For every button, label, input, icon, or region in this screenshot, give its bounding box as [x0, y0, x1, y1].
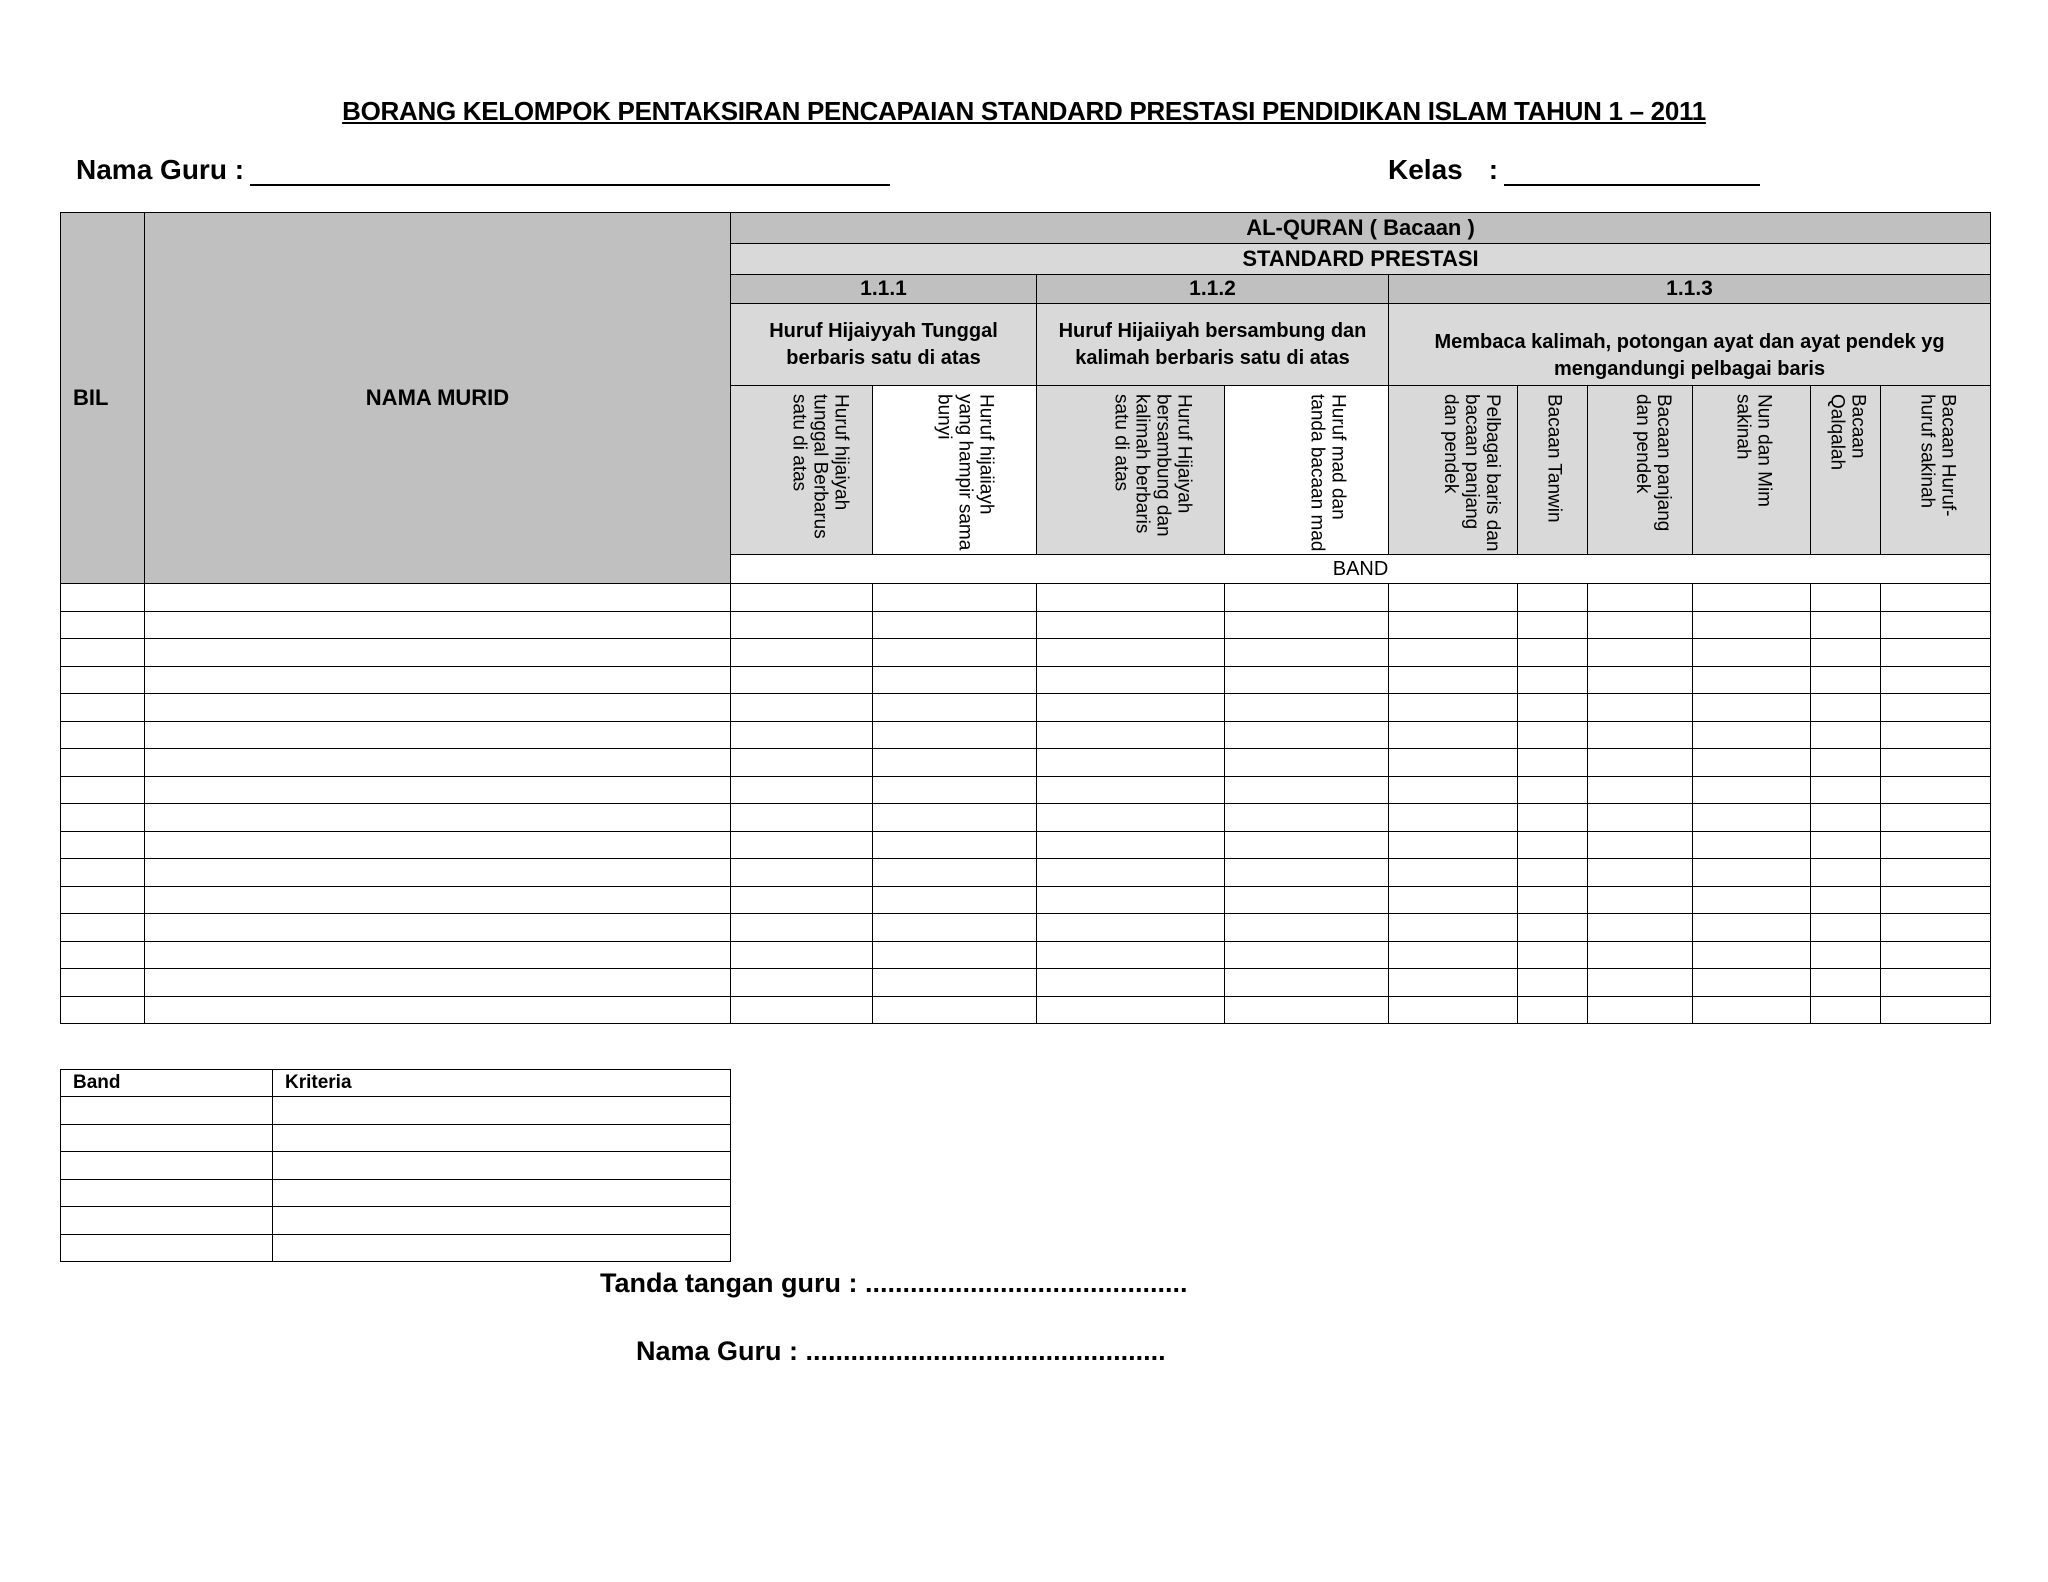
entry-cell[interactable]: [1037, 831, 1225, 859]
entry-cell[interactable]: [1225, 941, 1389, 969]
entry-cell[interactable]: [1518, 584, 1588, 612]
entry-cell[interactable]: [1037, 886, 1225, 914]
entry-cell[interactable]: [145, 886, 731, 914]
entry-cell[interactable]: [731, 831, 873, 859]
entry-cell[interactable]: [1225, 611, 1389, 639]
entry-cell[interactable]: [1225, 584, 1389, 612]
entry-cell[interactable]: [1881, 749, 1991, 777]
entry-cell[interactable]: [61, 776, 145, 804]
entry-cell[interactable]: [731, 996, 873, 1024]
entry-cell[interactable]: [731, 886, 873, 914]
entry-cell[interactable]: [1037, 611, 1225, 639]
entry-cell[interactable]: [731, 721, 873, 749]
entry-cell[interactable]: [1693, 694, 1811, 722]
entry-cell[interactable]: [1693, 804, 1811, 832]
subcol-2: [1037, 386, 1225, 555]
entry-cell[interactable]: [61, 831, 145, 859]
subcol-label: Pelbagai baris dan bacaan panjang dan pendek: [1440, 394, 1503, 552]
band-entry-cell[interactable]: [273, 1097, 731, 1125]
entry-cell[interactable]: [1518, 776, 1588, 804]
entry-cell[interactable]: [1389, 584, 1518, 612]
entry-cell[interactable]: [1693, 721, 1811, 749]
subcol-9: [1881, 386, 1991, 555]
entry-cell[interactable]: [731, 584, 873, 612]
entry-cell[interactable]: [731, 859, 873, 887]
entry-cell[interactable]: [1811, 584, 1881, 612]
entry-cell[interactable]: [1881, 914, 1991, 942]
entry-cell[interactable]: [145, 996, 731, 1024]
entry-cell[interactable]: [145, 694, 731, 722]
entry-cell[interactable]: [1389, 831, 1518, 859]
entry-cell[interactable]: [731, 941, 873, 969]
entry-cell[interactable]: [1811, 969, 1881, 997]
entry-cell[interactable]: [145, 666, 731, 694]
entry-cell[interactable]: [1518, 941, 1588, 969]
entry-cell[interactable]: [1518, 639, 1588, 667]
entry-cell[interactable]: [1881, 721, 1991, 749]
entry-cell[interactable]: [1389, 969, 1518, 997]
entry-cell[interactable]: [1693, 886, 1811, 914]
entry-cell[interactable]: [61, 666, 145, 694]
entry-cell[interactable]: [1693, 914, 1811, 942]
entry-cell[interactable]: [1811, 831, 1881, 859]
entry-cell[interactable]: [1037, 721, 1225, 749]
table-row: [61, 831, 1991, 859]
entry-cell[interactable]: [731, 914, 873, 942]
entry-cell[interactable]: [1518, 804, 1588, 832]
kriteria-header: Kriteria: [273, 1070, 731, 1097]
entry-cell[interactable]: [1518, 749, 1588, 777]
nama-guru-label: Nama Guru :: [76, 154, 245, 185]
entry-cell[interactable]: [1588, 804, 1693, 832]
entry-cell[interactable]: [61, 859, 145, 887]
entry-cell[interactable]: [1811, 859, 1881, 887]
entry-cell[interactable]: [1811, 694, 1881, 722]
group-code-1-1-2: 1.1.2: [1037, 275, 1389, 304]
entry-cell[interactable]: [731, 969, 873, 997]
band-entry-cell[interactable]: [61, 1152, 273, 1180]
subcol-label: Huruf hijaiyah tunggal Berbarus satu di atas: [788, 394, 852, 539]
entry-cell[interactable]: [61, 694, 145, 722]
entry-cell[interactable]: [1225, 721, 1389, 749]
entry-cell[interactable]: [1588, 611, 1693, 639]
entry-cell[interactable]: [61, 584, 145, 612]
entry-cell[interactable]: [1389, 611, 1518, 639]
entry-cell[interactable]: [1037, 941, 1225, 969]
entry-cell[interactable]: [1693, 831, 1811, 859]
entry-cell[interactable]: [1037, 694, 1225, 722]
entry-cell[interactable]: [1518, 666, 1588, 694]
subcol-5: [1518, 386, 1588, 555]
subcol-3: [1225, 386, 1389, 555]
entry-cell[interactable]: [1811, 721, 1881, 749]
entry-cell[interactable]: [61, 749, 145, 777]
entry-cell[interactable]: [1037, 804, 1225, 832]
entry-cell[interactable]: [1693, 969, 1811, 997]
entry-cell[interactable]: [1881, 639, 1991, 667]
entry-cell[interactable]: [873, 749, 1037, 777]
entry-cell[interactable]: [1588, 969, 1693, 997]
band-entry-cell[interactable]: [273, 1152, 731, 1180]
entry-cell[interactable]: [1881, 666, 1991, 694]
entry-cell[interactable]: [1225, 969, 1389, 997]
entry-cell[interactable]: [731, 666, 873, 694]
standard-header: STANDARD PRESTASI: [731, 244, 1991, 275]
entry-cell[interactable]: [145, 914, 731, 942]
entry-cell[interactable]: [1037, 584, 1225, 612]
band-entry-cell[interactable]: [61, 1124, 273, 1152]
entry-cell[interactable]: [1881, 831, 1991, 859]
entry-cell[interactable]: [1811, 776, 1881, 804]
entry-cell[interactable]: [145, 969, 731, 997]
nama-guru-field: [76, 154, 890, 186]
entry-cell[interactable]: [1811, 804, 1881, 832]
entry-cell[interactable]: [61, 996, 145, 1024]
table-row: [61, 584, 1991, 612]
table-row: [61, 941, 1991, 969]
subcol-label: Huruf Hijaiyah bersambung dan kalimah berbaris satu di atas: [1110, 394, 1195, 537]
table-row: [61, 721, 1991, 749]
entry-cell[interactable]: [145, 941, 731, 969]
entry-cell[interactable]: [1389, 914, 1518, 942]
entry-cell[interactable]: [145, 584, 731, 612]
entry-cell[interactable]: [1225, 914, 1389, 942]
entry-cell[interactable]: [873, 639, 1037, 667]
entry-cell[interactable]: [1881, 996, 1991, 1024]
entry-cell[interactable]: [731, 611, 873, 639]
entry-cell[interactable]: [1693, 941, 1811, 969]
entry-cell[interactable]: [145, 611, 731, 639]
entry-cell[interactable]: [1693, 666, 1811, 694]
assessment-table: [60, 212, 1991, 1024]
entry-cell[interactable]: [1225, 749, 1389, 777]
signature-line: Tanda tangan guru : ...........................................: [600, 1268, 1188, 1298]
band-rows: [61, 1097, 731, 1262]
entry-cell[interactable]: [1389, 776, 1518, 804]
group-desc-1-1-2: Huruf Hijaiiyah bersambung dan kalimah berbaris satu di atas: [1037, 304, 1389, 386]
entry-cell[interactable]: [1037, 914, 1225, 942]
entry-cell[interactable]: [145, 749, 731, 777]
entry-cell[interactable]: [1881, 859, 1991, 887]
entry-cell[interactable]: [1588, 666, 1693, 694]
entry-cell[interactable]: [1225, 886, 1389, 914]
entry-cell[interactable]: [1518, 969, 1588, 997]
entry-cell[interactable]: [1881, 694, 1991, 722]
band-row: [61, 1124, 731, 1152]
form-title: BORANG KELOMPOK PENTAKSIRAN PENCAPAIAN STANDARD PRESTASI PENDIDIKAN ISLAM TAHUN 1 – 2011: [342, 96, 1706, 126]
entry-cell[interactable]: [873, 666, 1037, 694]
entry-cell[interactable]: [61, 941, 145, 969]
entry-cell[interactable]: [61, 914, 145, 942]
subcol-7: [1693, 386, 1811, 555]
entry-cell[interactable]: [1225, 804, 1389, 832]
entry-cell[interactable]: [1588, 721, 1693, 749]
entry-cell[interactable]: [731, 776, 873, 804]
entry-cell[interactable]: [1588, 941, 1693, 969]
entry-cell[interactable]: [1588, 859, 1693, 887]
band-entry-cell[interactable]: [61, 1179, 273, 1207]
entry-cell[interactable]: [1225, 666, 1389, 694]
entry-cell[interactable]: [61, 804, 145, 832]
bil-header: BIL: [61, 213, 145, 584]
entry-cell[interactable]: [1389, 804, 1518, 832]
entry-cell[interactable]: [1037, 776, 1225, 804]
entry-cell[interactable]: [1037, 749, 1225, 777]
entry-cell[interactable]: [731, 804, 873, 832]
entry-cell[interactable]: [145, 776, 731, 804]
subcol-0: [731, 386, 873, 555]
entry-cell[interactable]: [873, 941, 1037, 969]
entry-cell[interactable]: [1037, 859, 1225, 887]
group-code-1-1-3: 1.1.3: [1389, 275, 1991, 304]
entry-cell[interactable]: [1811, 941, 1881, 969]
entry-cell[interactable]: [1693, 639, 1811, 667]
table-row: [61, 666, 1991, 694]
entry-cell[interactable]: [1518, 611, 1588, 639]
entry-cell[interactable]: [1881, 611, 1991, 639]
band-label: BAND: [731, 555, 1991, 584]
entry-cell[interactable]: [1811, 611, 1881, 639]
table-row: [61, 859, 1991, 887]
entry-cell[interactable]: [1811, 886, 1881, 914]
entry-cell[interactable]: [1811, 914, 1881, 942]
entry-cell[interactable]: [1588, 914, 1693, 942]
entry-cell[interactable]: [1389, 996, 1518, 1024]
entry-cell[interactable]: [1588, 584, 1693, 612]
entry-cell[interactable]: [1881, 584, 1991, 612]
entry-cell[interactable]: [1389, 749, 1518, 777]
entry-cell[interactable]: [1811, 749, 1881, 777]
entry-cell[interactable]: [1693, 749, 1811, 777]
signature-name-line: Nama Guru : ................................................: [636, 1336, 1166, 1366]
nama-murid-header: NAMA MURID: [145, 213, 731, 584]
entry-cell[interactable]: [873, 831, 1037, 859]
entry-cell[interactable]: [1225, 831, 1389, 859]
band-entry-cell[interactable]: [61, 1207, 273, 1235]
entry-cell[interactable]: [1225, 776, 1389, 804]
entry-cell[interactable]: [1588, 996, 1693, 1024]
entry-cell[interactable]: [873, 611, 1037, 639]
band-entry-cell[interactable]: [273, 1124, 731, 1152]
subcol-8: [1811, 386, 1881, 555]
entry-cell[interactable]: [1389, 721, 1518, 749]
entry-cell[interactable]: [1037, 666, 1225, 694]
entry-cell[interactable]: [1389, 666, 1518, 694]
entry-cell[interactable]: [1389, 694, 1518, 722]
entry-cell[interactable]: [1693, 859, 1811, 887]
group-desc-1-1-1: Huruf Hijaiyyah Tunggal berbaris satu di atas: [731, 304, 1037, 386]
band-row: [61, 1179, 731, 1207]
entry-cell[interactable]: [873, 859, 1037, 887]
entry-cell[interactable]: [1693, 996, 1811, 1024]
nama-guru-blank[interactable]: [250, 158, 890, 186]
entry-cell[interactable]: [1881, 941, 1991, 969]
table-row: [61, 914, 1991, 942]
entry-cell[interactable]: [1518, 914, 1588, 942]
entry-cell[interactable]: [1811, 996, 1881, 1024]
entry-cell[interactable]: [61, 969, 145, 997]
entry-cell[interactable]: [1693, 776, 1811, 804]
student-rows: [61, 584, 1991, 1024]
kelas-blank[interactable]: [1504, 158, 1760, 186]
group-code-1-1-1: 1.1.1: [731, 275, 1037, 304]
entry-cell[interactable]: [1881, 969, 1991, 997]
entry-cell[interactable]: [1588, 694, 1693, 722]
band-entry-cell[interactable]: [61, 1097, 273, 1125]
entry-cell[interactable]: [1518, 831, 1588, 859]
table-row: [61, 639, 1991, 667]
band-header: Band: [61, 1070, 273, 1097]
entry-cell[interactable]: [873, 996, 1037, 1024]
entry-cell[interactable]: [873, 886, 1037, 914]
subcol-6: [1588, 386, 1693, 555]
entry-cell[interactable]: [1693, 611, 1811, 639]
entry-cell[interactable]: [61, 721, 145, 749]
table-row: [61, 694, 1991, 722]
entry-cell[interactable]: [1588, 639, 1693, 667]
kelas-field: [1388, 154, 1760, 186]
entry-cell[interactable]: [1518, 694, 1588, 722]
entry-cell[interactable]: [873, 721, 1037, 749]
table-row: [61, 776, 1991, 804]
entry-cell[interactable]: [1389, 941, 1518, 969]
table-row: [61, 996, 1991, 1024]
entry-cell[interactable]: [61, 611, 145, 639]
subcol-label: Bacaan Huruf-huruf sakinah: [1916, 394, 1959, 517]
entry-cell[interactable]: [1811, 639, 1881, 667]
subcol-1: [873, 386, 1037, 555]
subcol-label: Bacaan Qalqalah: [1826, 394, 1869, 471]
band-entry-cell[interactable]: [61, 1234, 273, 1262]
entry-cell[interactable]: [1588, 831, 1693, 859]
band-row: [61, 1207, 731, 1235]
entry-cell[interactable]: [1389, 886, 1518, 914]
entry-cell[interactable]: [1225, 859, 1389, 887]
kelas-colon: :: [1488, 154, 1499, 185]
subcol-label: Bacaan Tanwin: [1543, 394, 1565, 523]
entry-cell[interactable]: [731, 749, 873, 777]
entry-cell[interactable]: [873, 776, 1037, 804]
entry-cell[interactable]: [1518, 721, 1588, 749]
subcol-4: [1389, 386, 1518, 555]
entry-cell[interactable]: [61, 886, 145, 914]
entry-cell[interactable]: [145, 639, 731, 667]
subcol-label: Nun dan Mim sakinah: [1732, 394, 1775, 507]
subcol-label: Bacaan panjang dan pendek: [1632, 394, 1674, 532]
entry-cell[interactable]: [145, 721, 731, 749]
entry-cell[interactable]: [1389, 859, 1518, 887]
entry-cell[interactable]: [873, 694, 1037, 722]
band-entry-cell[interactable]: [273, 1179, 731, 1207]
band-row: [61, 1234, 731, 1262]
table-row: [61, 749, 1991, 777]
entry-cell[interactable]: [1225, 996, 1389, 1024]
band-row: [61, 1097, 731, 1125]
entry-cell[interactable]: [731, 639, 873, 667]
table-row: [61, 886, 1991, 914]
entry-cell[interactable]: [1518, 859, 1588, 887]
table-row: [61, 611, 1991, 639]
entry-cell[interactable]: [1588, 886, 1693, 914]
entry-cell[interactable]: [145, 831, 731, 859]
entry-cell[interactable]: [873, 584, 1037, 612]
entry-cell[interactable]: [1588, 749, 1693, 777]
entry-cell[interactable]: [1588, 776, 1693, 804]
band-entry-cell[interactable]: [273, 1234, 731, 1262]
entry-cell[interactable]: [145, 859, 731, 887]
entry-cell[interactable]: [873, 914, 1037, 942]
entry-cell[interactable]: [61, 639, 145, 667]
entry-cell[interactable]: [1037, 639, 1225, 667]
subject-header: AL-QURAN ( Bacaan ): [731, 213, 1991, 244]
entry-cell[interactable]: [1389, 639, 1518, 667]
entry-cell[interactable]: [1518, 886, 1588, 914]
entry-cell[interactable]: [1881, 886, 1991, 914]
entry-cell[interactable]: [1225, 639, 1389, 667]
table-row: [61, 969, 1991, 997]
band-entry-cell[interactable]: [273, 1207, 731, 1235]
entry-cell[interactable]: [1037, 996, 1225, 1024]
subcol-label: Huruf hijaiiayh yang hampir sama bunyi: [933, 394, 997, 551]
entry-cell[interactable]: [731, 694, 873, 722]
entry-cell[interactable]: [873, 969, 1037, 997]
band-criteria-table: [60, 1069, 731, 1262]
entry-cell[interactable]: [1881, 776, 1991, 804]
kelas-label: Kelas: [1388, 154, 1463, 185]
entry-cell[interactable]: [873, 804, 1037, 832]
entry-cell[interactable]: [1518, 996, 1588, 1024]
table-row: [61, 804, 1991, 832]
entry-cell[interactable]: [1811, 666, 1881, 694]
entry-cell[interactable]: [1225, 694, 1389, 722]
band-row: [61, 1152, 731, 1180]
group-desc-1-1-3: Membaca kalimah, potongan ayat dan ayat pendek yg mengandungi pelbagai baris: [1389, 304, 1991, 386]
entry-cell[interactable]: [1037, 969, 1225, 997]
subcol-label: Huruf mad dan tanda bacaan mad: [1306, 394, 1349, 552]
entry-cell[interactable]: [145, 804, 731, 832]
entry-cell[interactable]: [1881, 804, 1991, 832]
entry-cell[interactable]: [1693, 584, 1811, 612]
